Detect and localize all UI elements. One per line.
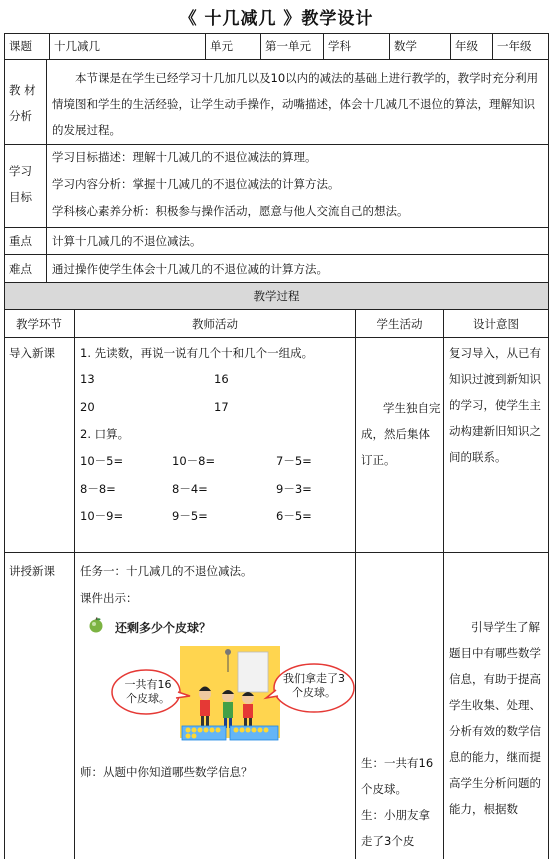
unit-value: 第一单元 [265,39,311,53]
analysis-label-1: 教 材 [9,83,36,97]
student-answer-2: 生：小朋友拿走了3个皮 [361,808,430,848]
subject-label: 学科 [328,39,351,53]
calc-item: 6－5= [276,509,312,523]
new-stage: 讲授新课 [9,564,55,578]
goals-line-1: 学习目标描述：理解十几减几的不退位减法的算理。 [52,150,317,164]
page-title: 《 十几减几 》教学设计 [179,9,374,29]
calc-item: 9－3= [276,482,312,496]
goals-line-2: 学习内容分析：掌握十几减几的不退位减法的计算方法。 [52,177,340,191]
calc-item: 10－5= [80,454,124,468]
apple-icon [88,617,104,633]
student-answer-1: 生：一共有16个皮球。 [361,756,434,796]
task-title: 任务一：十几减几的不退位减法。 [80,564,253,578]
intro-num: 17 [214,400,229,414]
topic-value: 十几减几 [54,39,100,53]
bubble-right-text: 我们拿走了3个皮球。 [283,672,345,699]
calc-item: 7－5= [276,454,312,468]
analysis-label-2: 分析 [9,109,32,123]
intro-intent: 复习导入，从已有知识过渡到新知识的学习，使学生主动构建新旧知识之间的联系。 [449,346,541,464]
calc-item: 8－4= [172,482,208,496]
intro-stage: 导入新课 [9,346,55,360]
grade-label: 年级 [455,39,478,53]
calc-item: 9－5= [172,509,208,523]
grade-value: 一年级 [497,39,532,53]
col-stage: 教学环节 [16,317,62,331]
image-question: 还剩多少个皮球？ [115,621,212,635]
process-title: 教学过程 [253,289,300,303]
unit-label: 单元 [210,39,233,53]
calc-item: 8－8= [80,482,116,496]
topic-label: 课题 [9,39,32,53]
col-student: 学生活动 [376,317,423,331]
analysis-text: 本节课是在学生已经学习十几加几以及10以内的减法的基础上进行教学的，教学时充分利用情境图和学生的生活经验，让学生动手操作，动嘴描述，体会十几减几不退位的算法，理解知识的发展过程。 [52,71,539,137]
key-text: 计算十几减几的不退位减法。 [52,234,202,248]
difficulty-text: 通过操作使学生体会十几减几的不退位减的计算方法。 [52,262,328,276]
subject-value: 数学 [394,39,417,53]
intro-num: 13 [80,372,95,386]
difficulty-label: 难点 [9,262,32,276]
col-teacher: 教师活动 [192,317,238,331]
goals-line-3: 学科核心素养分析：积极参与操作活动，愿意与他人交流自己的想法。 [52,204,409,218]
intro-question-1: 1. 先读数，再说一说有几个十和几个一组成。 [80,346,314,360]
courseware-label: 课件出示： [80,591,138,605]
bubble-left-text: 一共有16个皮球。 [124,678,172,705]
intro-num: 16 [214,372,229,386]
intro-question-2: 2. 口算。 [80,427,130,441]
key-label: 重点 [9,234,32,248]
goals-label-1: 学习 [9,164,32,178]
calc-item: 10－9= [80,509,124,523]
intro-num: 20 [80,400,95,414]
calc-item: 10－8= [172,454,216,468]
goals-label-2: 目标 [9,190,32,204]
new-intent: 引导学生了解题目中有哪些数学信息，有助于提高学生收集、处理、分析有效的数学信息的能力，继而提高学生分析问题的能力，根据数 [449,620,541,816]
intro-student: 学生独自完成，然后集体订正。 [361,401,441,467]
col-intent: 设计意图 [473,317,519,331]
teacher-question: 师：从题中你知道哪些数学信息？ [80,765,253,779]
